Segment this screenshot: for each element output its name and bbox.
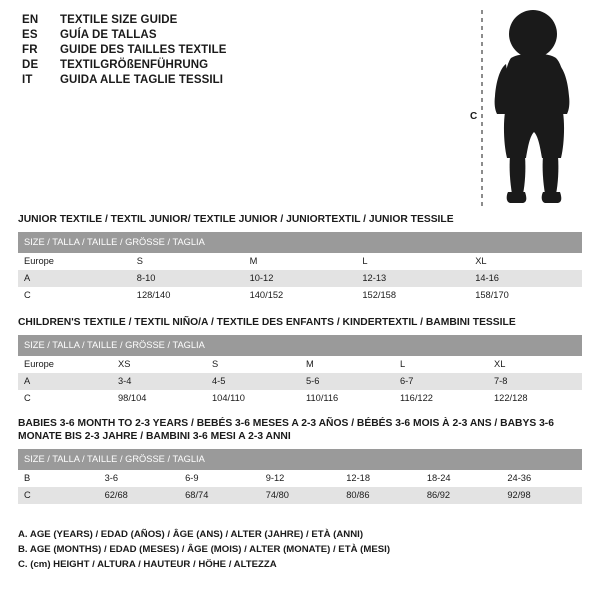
- cell: 110/116: [300, 390, 394, 407]
- cell: XL: [469, 253, 582, 270]
- table-header-label: SIZE / TALLA / TAILLE / GRÖSSE / TAGLIA: [18, 449, 582, 470]
- table-row: [18, 487, 582, 504]
- section-junior: [18, 214, 582, 304]
- language-code: IT: [22, 74, 33, 86]
- table-row: [18, 253, 582, 270]
- table-header-label: SIZE / TALLA / TAILLE / GRÖSSE / TAGLIA: [18, 232, 582, 253]
- language-row: [22, 74, 442, 86]
- cell: L: [394, 356, 488, 373]
- size-table-babies: [18, 449, 582, 504]
- table-row: [18, 287, 582, 304]
- language-row: [22, 29, 442, 41]
- row-label: C: [18, 487, 99, 504]
- language-title: GUÍA DE TALLAS: [60, 29, 157, 41]
- cell: 116/122: [394, 390, 488, 407]
- legend-block: [18, 528, 582, 573]
- cell: L: [356, 253, 469, 270]
- cell: 3-6: [99, 470, 180, 487]
- language-row: [22, 14, 442, 26]
- language-row: [22, 59, 442, 71]
- cell: 18-24: [421, 470, 502, 487]
- cell: 80/86: [340, 487, 421, 504]
- language-row: [22, 44, 442, 56]
- cell: S: [206, 356, 300, 373]
- language-title-block: [22, 14, 442, 89]
- cell: 68/74: [179, 487, 260, 504]
- row-label: B: [18, 470, 99, 487]
- legend-line-a: A. AGE (YEARS) / EDAD (AÑOS) / ÂGE (ANS) / ALTER (JAHRE) / ETÀ (ANNI): [18, 529, 364, 540]
- section-title: CHILDREN'S TEXTILE / TEXTIL NIÑO/A / TEXTILE DES ENFANTS / KINDERTEXTIL / BAMBINI TESSILE: [18, 317, 516, 328]
- section-children: [18, 317, 582, 407]
- table-header-row: [18, 232, 582, 253]
- cell: S: [131, 253, 244, 270]
- cell: 92/98: [501, 487, 582, 504]
- row-label: A: [18, 270, 131, 287]
- table-row: [18, 470, 582, 487]
- language-code: EN: [22, 14, 39, 26]
- measure-label-c: C: [470, 111, 478, 122]
- table-header-row: [18, 335, 582, 356]
- cell: 4-5: [206, 373, 300, 390]
- table-row: [18, 390, 582, 407]
- section-title: BABIES 3-6 MONTH TO 2-3 YEARS / BEBÉS 3-6 MESES A 2-3 AÑOS / BÉBÉS 3-6 MOIS À 2-3 ANS / BABYS 3-6 MONATE BIS 2-3 JAHRE / BAMBINI 3-6 MESI A 2-3 ANNI: [18, 418, 554, 442]
- row-label: Europe: [18, 253, 131, 270]
- language-title: TEXTILE SIZE GUIDE: [60, 14, 178, 26]
- section-babies: [18, 418, 582, 504]
- cell: 6-9: [179, 470, 260, 487]
- cell: XS: [112, 356, 206, 373]
- cell: 98/104: [112, 390, 206, 407]
- cell: 128/140: [131, 287, 244, 304]
- toddler-silhouette-icon: [470, 6, 590, 211]
- language-code: FR: [22, 44, 38, 56]
- table-header-label: SIZE / TALLA / TAILLE / GRÖSSE / TAGLIA: [18, 335, 582, 356]
- cell: 7-8: [488, 373, 582, 390]
- cell: 3-4: [112, 373, 206, 390]
- language-title: TEXTILGRÖßENFÜHRUNG: [60, 59, 209, 71]
- cell: 5-6: [300, 373, 394, 390]
- legend-line-b: B. AGE (MONTHS) / EDAD (MESES) / ÂGE (MOIS) / ALTER (MONATE) / ETÀ (MESI): [18, 543, 391, 555]
- cell: 14-16: [469, 270, 582, 287]
- cell: XL: [488, 356, 582, 373]
- cell: 62/68: [99, 487, 180, 504]
- section-title: JUNIOR TEXTILE / TEXTIL JUNIOR/ TEXTILE JUNIOR / JUNIORTEXTIL / JUNIOR TESSILE: [18, 214, 454, 225]
- table-row: [18, 356, 582, 373]
- cell: 104/110: [206, 390, 300, 407]
- cell: 24-36: [501, 470, 582, 487]
- cell: 86/92: [421, 487, 502, 504]
- size-table-junior: [18, 232, 582, 304]
- cell: 140/152: [244, 287, 357, 304]
- cell: 158/170: [469, 287, 582, 304]
- row-label: C: [18, 287, 131, 304]
- row-label: A: [18, 373, 112, 390]
- cell: 12-13: [356, 270, 469, 287]
- row-label: C: [18, 390, 112, 407]
- table-row: [18, 270, 582, 287]
- cell: 9-12: [260, 470, 341, 487]
- cell: M: [244, 253, 357, 270]
- cell: 8-10: [131, 270, 244, 287]
- cell: 122/128: [488, 390, 582, 407]
- cell: 6-7: [394, 373, 488, 390]
- language-code: DE: [22, 59, 39, 71]
- table-header-row: [18, 449, 582, 470]
- language-title: GUIDE DES TAILLES TEXTILE: [60, 44, 227, 56]
- cell: 12-18: [340, 470, 421, 487]
- cell: M: [300, 356, 394, 373]
- legend-line-c: C. (cm) HEIGHT / ALTURA / HAUTEUR / HÖHE / ALTEZZA: [18, 558, 277, 570]
- size-table-children: [18, 335, 582, 407]
- figure-area: [470, 6, 590, 206]
- language-title: GUIDA ALLE TAGLIE TESSILI: [60, 74, 224, 86]
- cell: 10-12: [244, 270, 357, 287]
- cell: 74/80: [260, 487, 341, 504]
- table-row: [18, 373, 582, 390]
- row-label: Europe: [18, 356, 112, 373]
- language-code: ES: [22, 29, 38, 41]
- cell: 152/158: [356, 287, 469, 304]
